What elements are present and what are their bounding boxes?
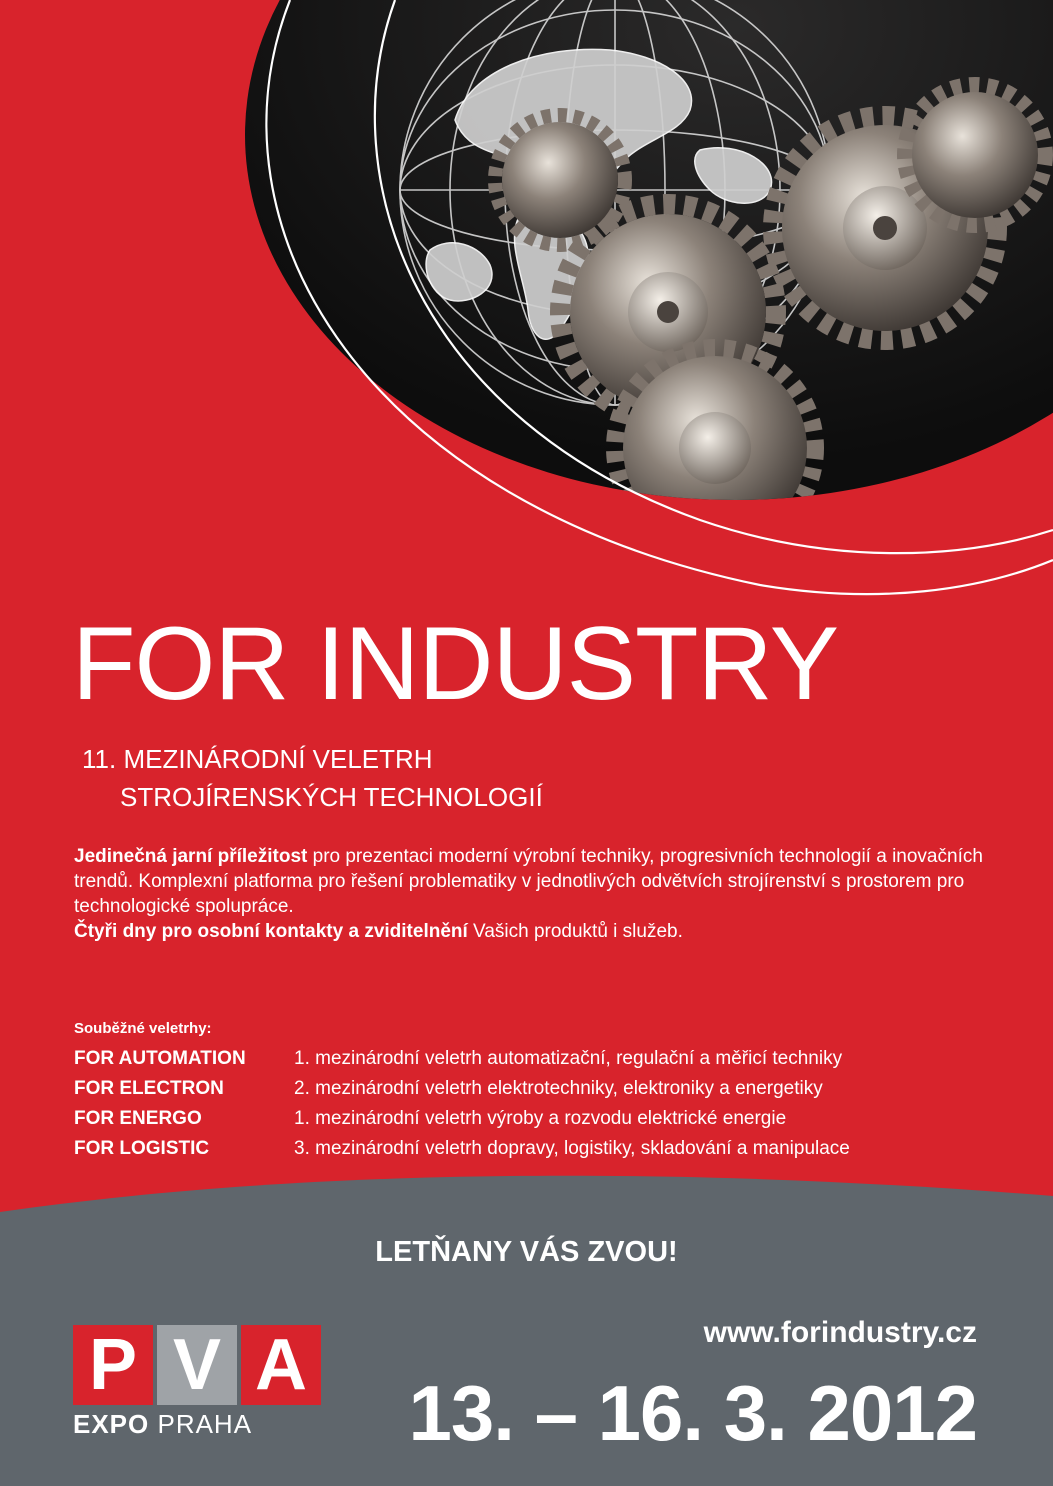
page-title: FOR INDUSTRY [72,606,839,722]
concurrent-fairs-list [74,1044,974,1164]
fair-name: FOR ELECTRON [74,1078,224,1099]
list-item [74,1104,974,1134]
list-item [74,1044,974,1074]
fair-name: FOR ENERGO [74,1108,202,1129]
intro-highlight-1: Jedinečná jarní příležitost [74,846,308,867]
fair-name: FOR AUTOMATION [74,1048,246,1069]
event-subtitle [82,740,543,816]
fair-description: 2. mezinárodní veletrh elektrotechniky, elektroniky a energetiky [294,1078,823,1099]
intro-text-2: Vašich produktů i služeb. [467,921,683,942]
pva-expo-praha-logo [73,1325,333,1440]
intro-text-1: pro prezentaci moderní výrobní techniky, progresivních technologií a inovačních trendů. Komplexní platforma pro řešení problematiky v jednotlivých odvětvích strojírenství s prostorem pro technologické spolupráce. [74,846,983,917]
intro-text [74,844,994,944]
fair-description: 3. mezinárodní veletrh dopravy, logistiky, skladování a manipulace [294,1138,850,1159]
logo-letters [73,1325,333,1405]
fair-description: 1. mezinárodní veletrh automatizační, regulační a měřicí techniky [294,1048,843,1069]
intro-highlight-2: Čtyři dny pro osobní kontakty a zviditelnění [74,921,468,942]
subtitle-line-1: 11. MEZINÁRODNÍ VELETRH [82,744,433,774]
logo-letter-v: V [157,1325,237,1405]
website-link[interactable]: www.forindustry.cz [703,1316,977,1349]
logo-word-praha: PRAHA [149,1409,253,1439]
list-item [74,1074,974,1104]
slogan: LETŇANY VÁS ZVOU! [375,1236,678,1268]
logo-letter-p: P [73,1325,153,1405]
list-item [74,1134,974,1164]
fair-description: 1. mezinárodní veletrh výroby a rozvodu elektrické energie [294,1108,787,1129]
event-dates: 13. – 16. 3. 2012 [408,1369,977,1457]
logo-text [73,1409,333,1440]
concurrent-fairs-title: Souběžné veletrhy: [74,1020,212,1037]
logo-word-expo: EXPO [73,1409,150,1439]
subtitle-line-2: STROJÍRENSKÝCH TECHNOLOGIÍ [120,782,543,812]
fair-name: FOR LOGISTIC [74,1138,210,1159]
logo-letter-a: A [241,1325,321,1405]
